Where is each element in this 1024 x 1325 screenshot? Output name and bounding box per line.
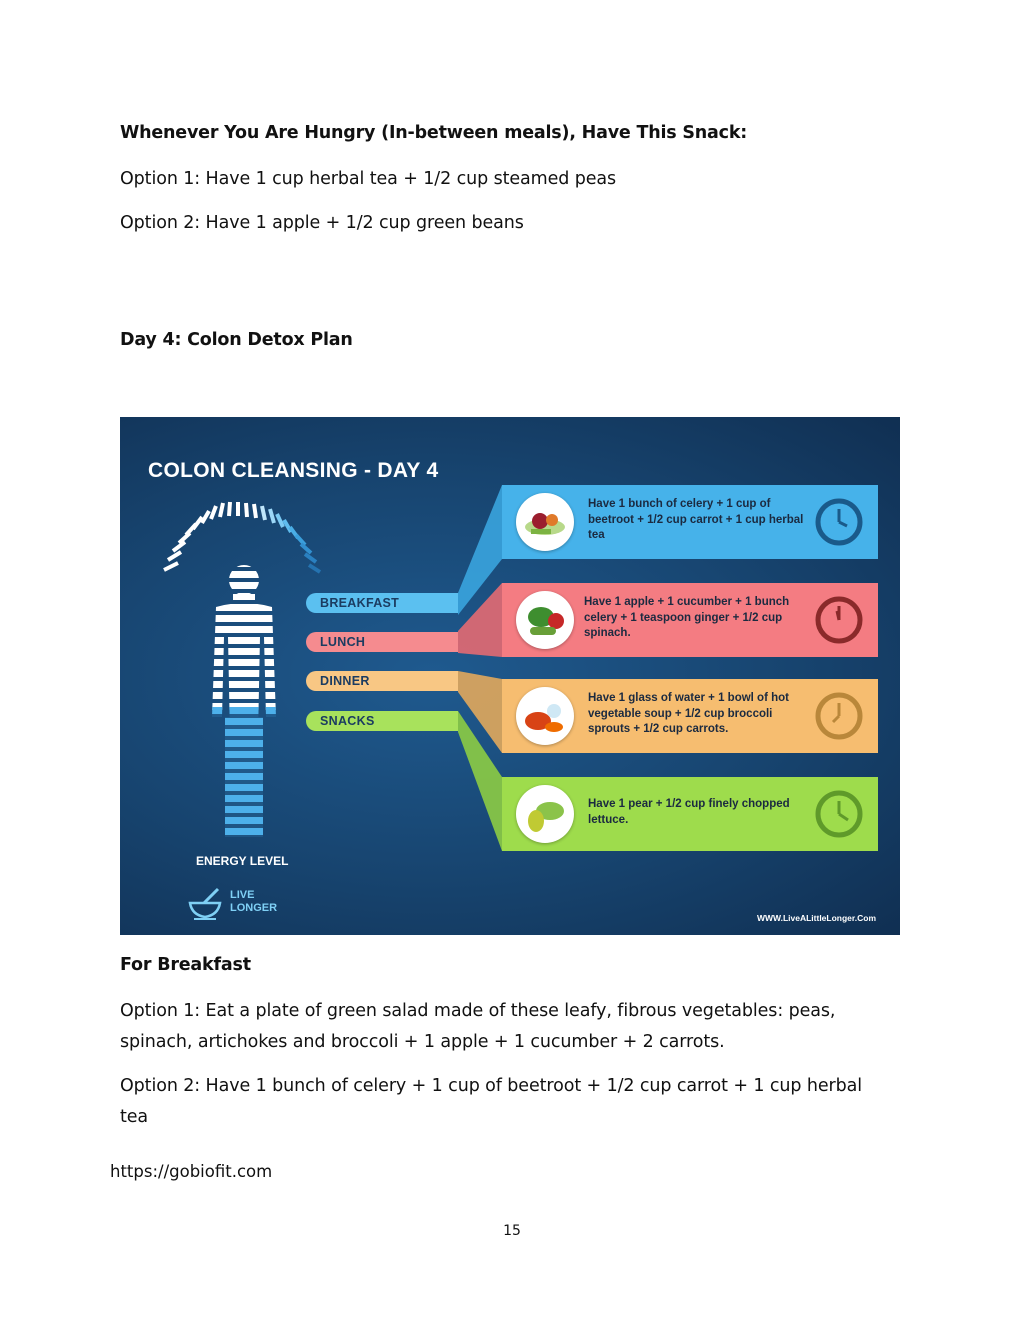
lunch-text: Have 1 apple + 1 cucumber + 1 bunch celery + 1 teaspoon ginger + 1/2 cup spinach. (584, 596, 790, 639)
snacks-text: Have 1 pear + 1/2 cup finely chopped lettuce. (588, 798, 790, 826)
panel-breakfast (502, 485, 878, 559)
day-heading: Day 4: Colon Detox Plan (120, 330, 353, 350)
logo-text-longer: LONGER (230, 902, 278, 914)
dinner-food-image (516, 687, 574, 745)
breakfast-heading: For Breakfast (120, 955, 251, 975)
clock-icon (814, 595, 864, 645)
human-figure (200, 562, 290, 847)
panel-snacks (502, 777, 878, 851)
page-number: 15 (503, 1223, 521, 1239)
energy-arc (164, 502, 320, 572)
logo-text-live: LIVE (230, 889, 255, 901)
footer-url[interactable]: https://gobiofit.com (110, 1162, 273, 1181)
infographic (120, 417, 900, 935)
breakfast-text: Have 1 bunch of celery + 1 cup of beetroot + 1/2 cup carrot + 1 cup herbal tea (588, 498, 804, 541)
snacks-food-image (516, 785, 574, 843)
infographic-website: WWW.LiveALittleLonger.Com (757, 913, 876, 923)
clock-icon (814, 497, 864, 547)
snack-option-1: Option 1: Have 1 cup herbal tea + 1/2 cup steamed peas (120, 169, 617, 189)
breakfast-option-1: Option 1: Eat a plate of green salad made of these leafy, fibrous vegetables: peas, spinach, artichokes and broccoli + 1 apple + 1 cucumber + 2 carrots. (120, 1001, 836, 1052)
dinner-text: Have 1 glass of water + 1 bowl of hot vegetable soup + 1/2 cup broccoli sprouts + 1/2 cup carrots. (588, 692, 789, 735)
panel-dinner (502, 679, 878, 753)
snack-heading: Whenever You Are Hungry (In-between meals), Have This Snack: (120, 123, 748, 143)
lunch-food-image (516, 591, 574, 649)
snack-option-2: Option 2: Have 1 apple + 1/2 cup green beans (120, 213, 524, 233)
meal-label-lunch: LUNCH (306, 632, 458, 652)
panel-lunch (502, 583, 878, 657)
clock-icon (814, 789, 864, 839)
energy-level-label: ENERGY LEVEL (196, 854, 289, 868)
meal-label-snacks: SNACKS (306, 711, 458, 731)
meal-label-dinner: DINNER (306, 671, 458, 691)
live-longer-logo (186, 885, 286, 921)
meal-label-breakfast: BREAKFAST (306, 593, 458, 613)
infographic-title: COLON CLEANSING - DAY 4 (148, 459, 439, 482)
breakfast-option-2: Option 2: Have 1 bunch of celery + 1 cup of beetroot + 1/2 cup carrot + 1 cup herbal tea (120, 1076, 863, 1127)
mortar-icon (186, 887, 226, 921)
breakfast-food-image (516, 493, 574, 551)
clock-icon (814, 691, 864, 741)
